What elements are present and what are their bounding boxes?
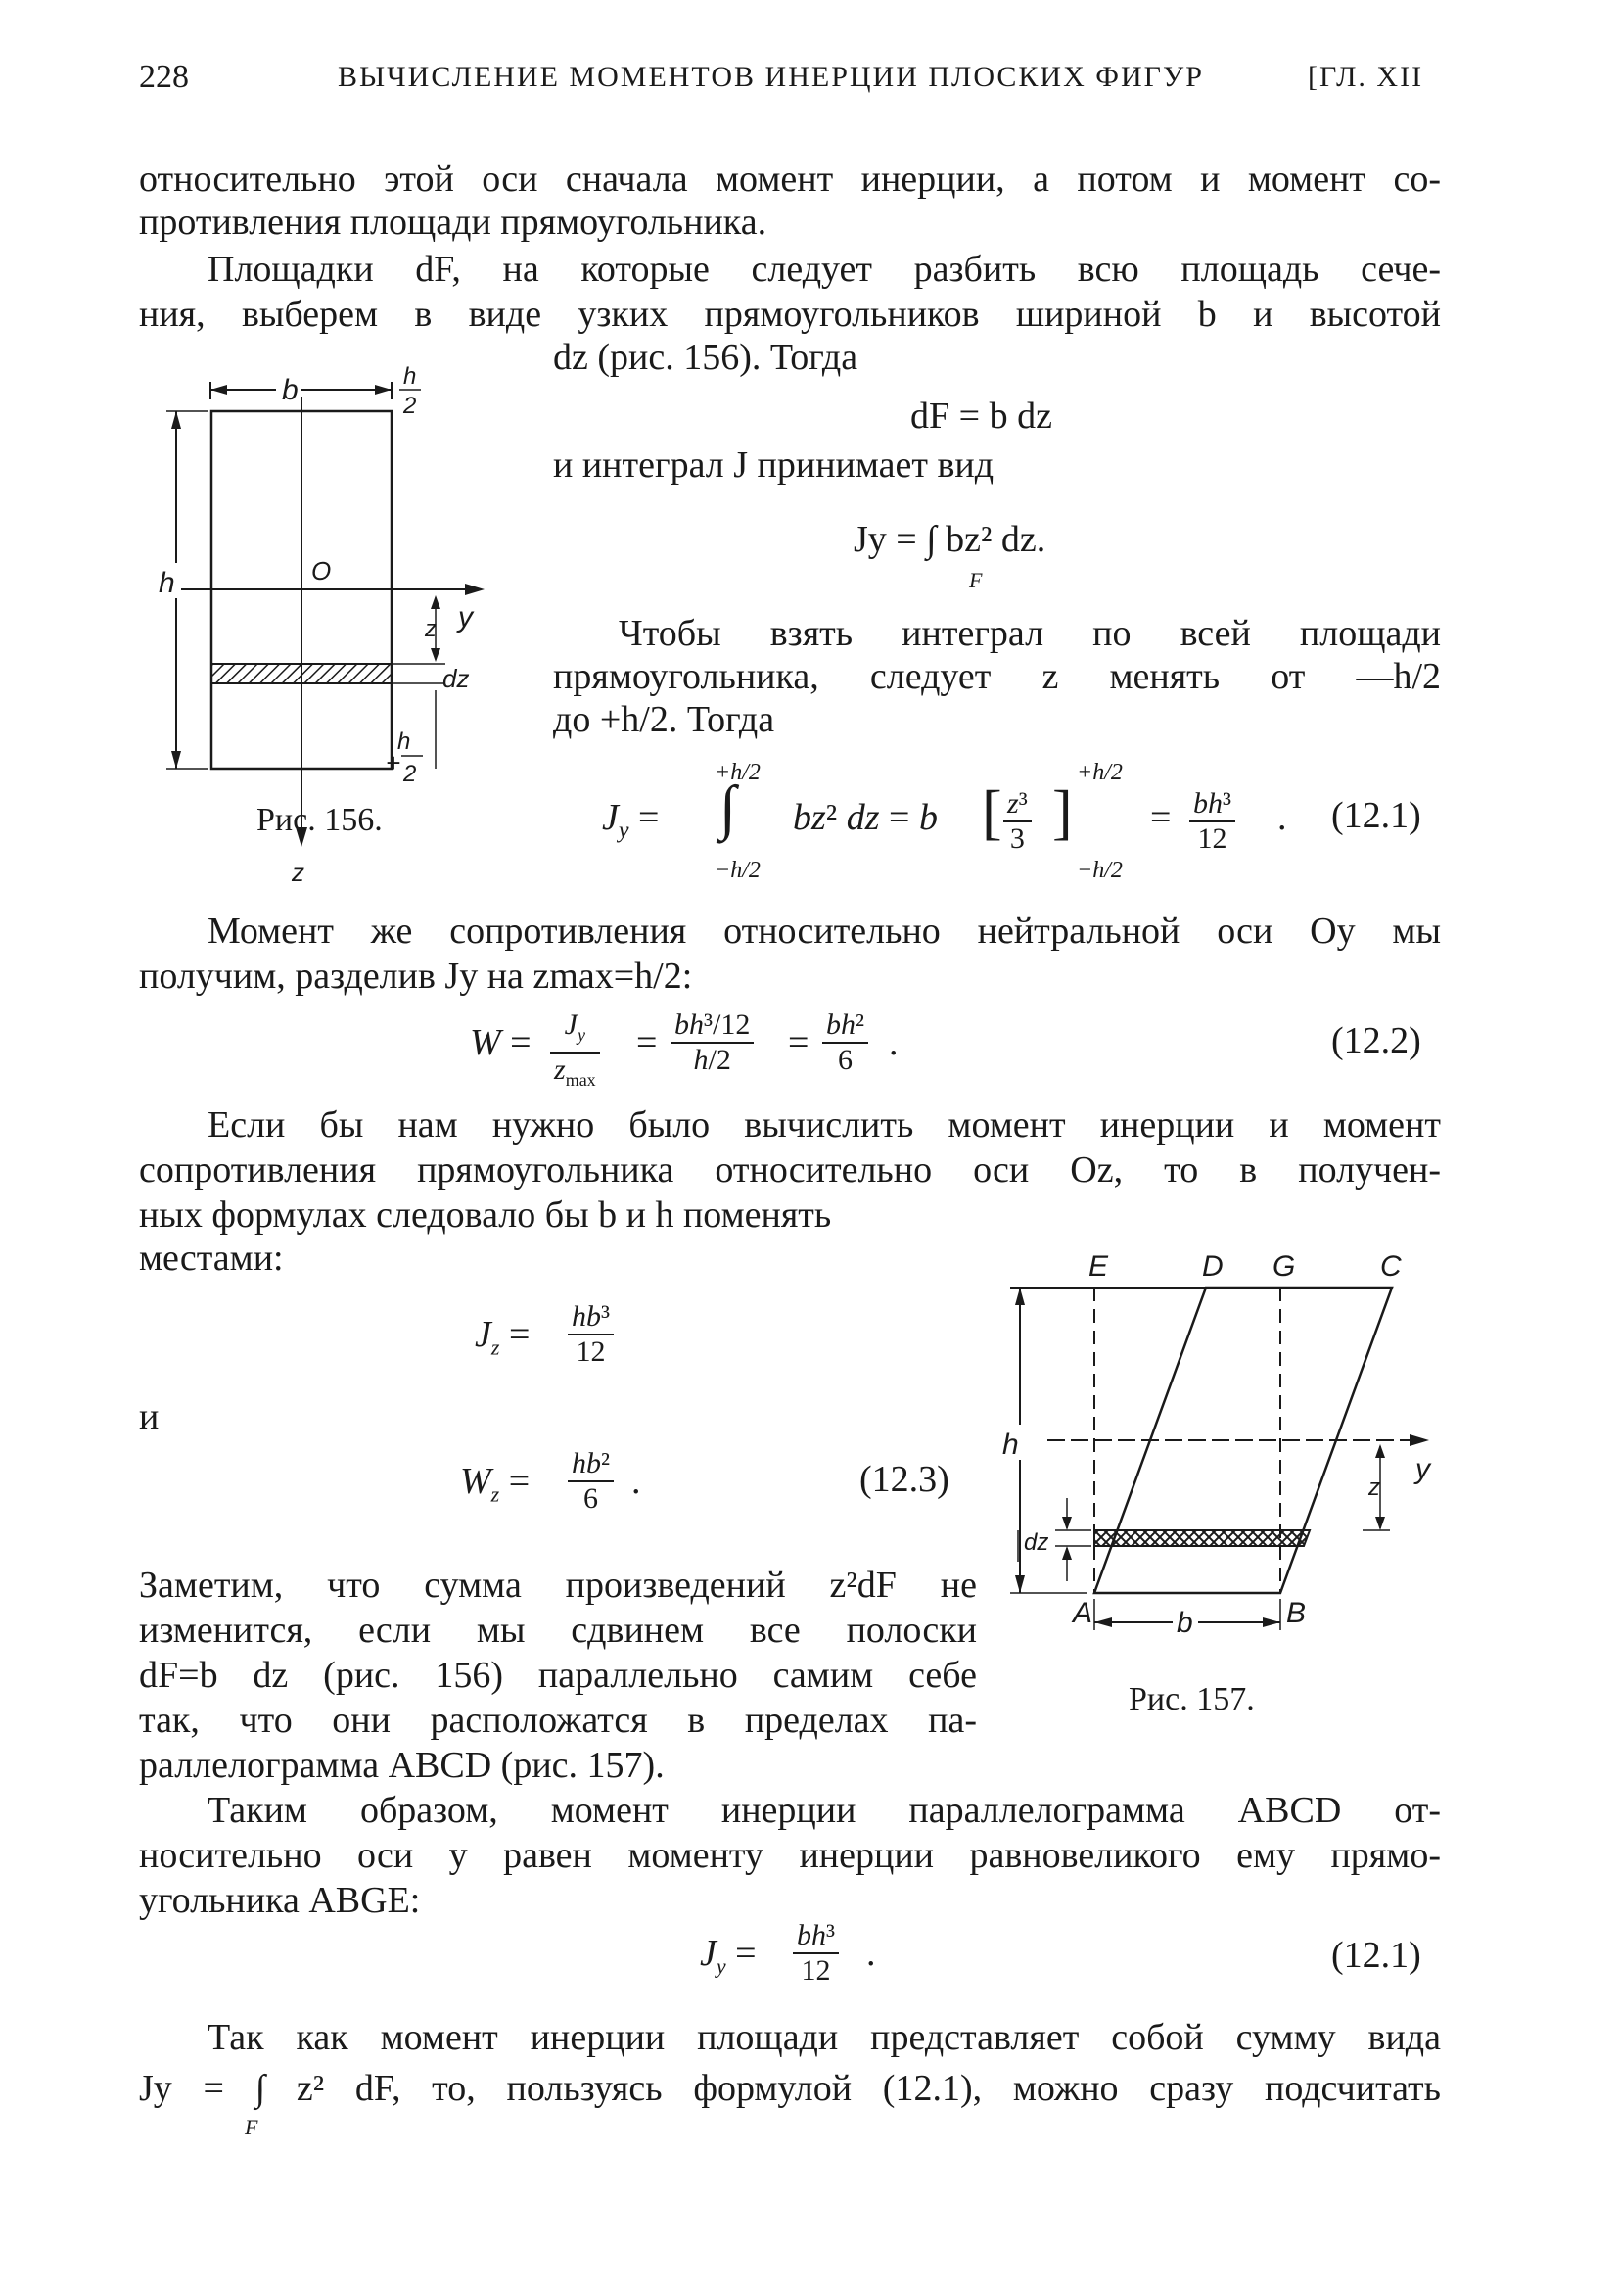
text-line: Чтобы взять интеграл по всей площади [619,613,1441,654]
label-B: B [1286,1597,1307,1629]
integral-limit-F: F [245,2115,258,2139]
label-C: C [1380,1250,1402,1283]
text-line: и интеграл J принимает вид [553,445,995,486]
svg-text:z: z [1368,1475,1380,1501]
svg-text:2: 2 [403,393,417,419]
equation-number: (12.3) [859,1459,949,1500]
label-h: h [159,567,175,599]
text-line: Момент же сопротивления относительно нейтральной оси Oy мы [208,911,1441,952]
svg-text:+: + [386,748,401,777]
label-z: z [292,858,304,887]
integral-limit-F: F [969,568,983,592]
equation-number: (12.1) [1331,1935,1421,1976]
svg-text:dz: dz [442,664,470,693]
running-title: ВЫЧИСЛЕНИЕ МОМЕНТОВ ИНЕРЦИИ ПЛОСКИХ ФИГУР [338,61,1204,93]
text-line: противления площади прямоугольника. [139,202,767,243]
label-O: O [311,556,332,586]
text-line: dF=b dz (рис. 156) параллельно самим себе [139,1655,977,1696]
figure-157-caption: Рис. 157. [1129,1681,1255,1717]
svg-text:h: h [403,363,417,390]
text-line: Jy = ∫ z² dF, то, пользуясь формулой (12.1), можно сразу подсчитать [139,2068,1441,2109]
svg-text:h: h [397,728,411,755]
page-number: 228 [139,59,189,95]
text-line: Заметим, что сумма произведений z²dF не [139,1565,977,1606]
text-line: раллелограмма ABCD (рис. 157). [139,1745,665,1786]
equation-dF: dF = b dz [910,396,1052,437]
text-line: сопротивления прямоугольника относительно оси Oz, то в получен- [139,1149,1441,1191]
text-line: изменится, если мы сдвинем все полоски [139,1610,977,1651]
equation-12-2: W = $J_y$ $z_{max}$ = $\frac{\text{bh³/12}}{h/2}$ = $\frac{\text{bh²}}{6}$ . [470,1008,899,1090]
label-E: E [1088,1250,1109,1283]
chapter-label: [ГЛ. XII [1308,61,1424,93]
svg-text:dz: dz [1024,1529,1049,1556]
label-b: b [1177,1607,1193,1639]
label-y: y [1415,1453,1430,1485]
label-b: b [282,374,299,406]
text-line: Площадки dF, на которые следует разбить всю площадь сече- [208,249,1441,290]
figure-157 [989,1239,1439,1650]
text-line: прямоугольника, следует z менять от —h/2 [553,656,1441,697]
figure-156-caption: Рис. 156. [256,802,383,838]
label-y: y [458,601,473,633]
text-line: относительно этой оси сначала момент инерции, а потом и момент со- [139,159,1441,200]
text-line: dz (рис. 156). Тогда [553,337,858,378]
equation-Jy-integral: Jy = ∫ bz² dz. [854,519,1046,560]
text-line: Если бы нам нужно было вычислить момент инерции и момент [208,1104,1441,1146]
equation-Wz: $W_z$ = $\frac{\text{hb²}}{6}$ . [460,1447,641,1515]
label-A: A [1073,1597,1093,1629]
equation-Jy-result: $J_y$ = $\frac{\text{bh³}}{12}$ . [700,1919,876,1987]
text-line: получим, разделив Jy на zmax=h/2: [139,956,693,997]
text-line: ния, выберем в виде узких прямоугольников шириной b и высотой [139,294,1441,335]
svg-text:2: 2 [403,761,417,787]
text-word: и [139,1396,160,1437]
equation-Jz: $J_z$ = $\frac{\text{hb³}}{12}$ [475,1292,671,1381]
text-line: так, что они расположатся в пределах па- [139,1700,977,1741]
label-D: D [1202,1250,1224,1283]
text-line: до +h/2. Тогда [553,699,775,740]
equation-12-1-integral: +h/2 $J_y$ = ∫ −h/2 bz² dz = b [ $\frac{\text{z³}}{3}$ ] +h/2 −h/2 = $\frac{\text{bh³}}{12}$ . [602,760,1287,883]
label-h: h [1002,1429,1019,1461]
text-line: носительно оси y равен моменту инерции равновеликого ему прямо- [139,1835,1441,1876]
text-line: местами: [139,1238,284,1279]
equation-number: (12.1) [1331,795,1421,836]
svg-text:z: z [425,616,437,642]
equation-number: (12.2) [1331,1020,1421,1061]
label-G: G [1272,1250,1296,1283]
text-line: Таким образом, момент инерции параллелограмма ABCD от- [208,1790,1441,1831]
text-line: ных формулах следовало бы b и h поменять [139,1195,832,1236]
text-line: угольника ABGE: [139,1880,421,1921]
text-line: Так как момент инерции площади представляет собой сумму вида [208,2017,1441,2058]
